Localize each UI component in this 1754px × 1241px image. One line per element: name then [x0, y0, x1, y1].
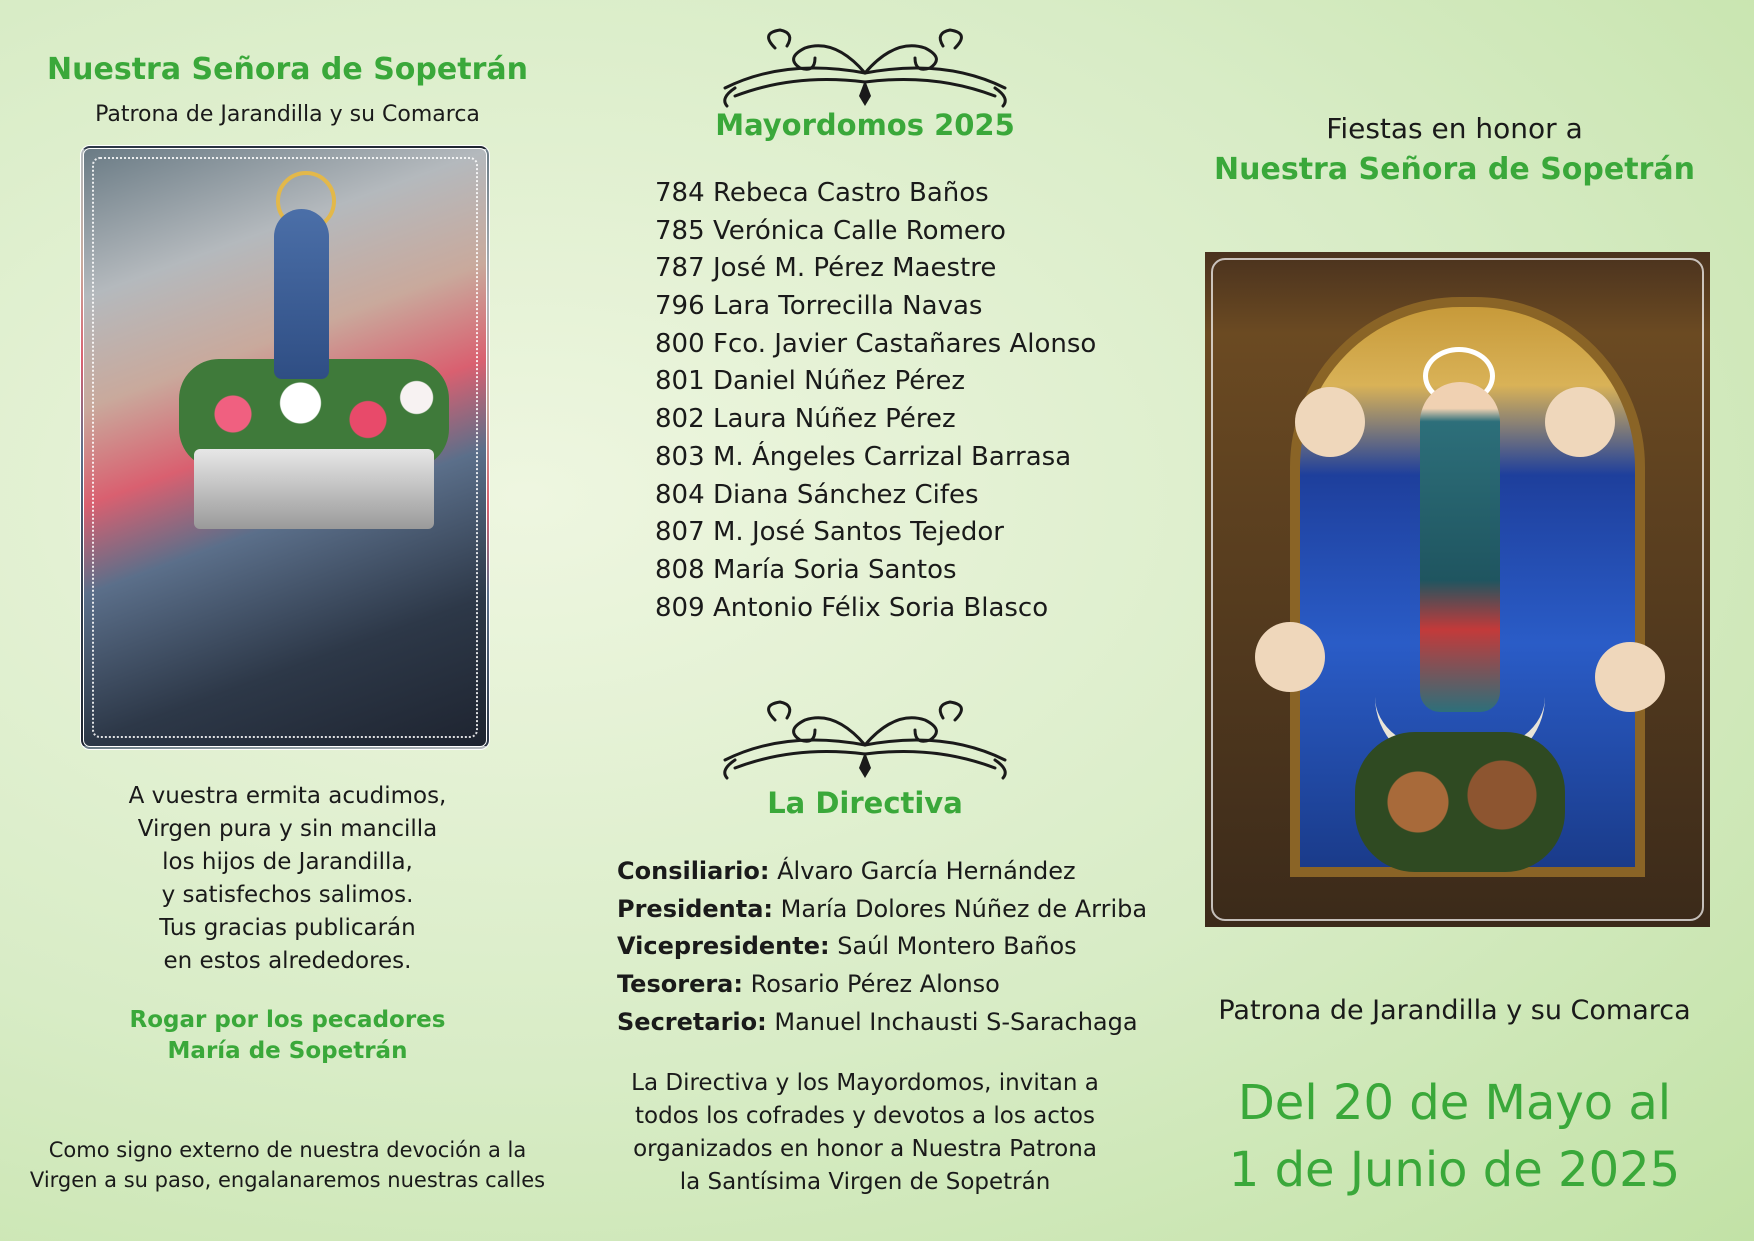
list-item	[655, 401, 1096, 439]
member-number: 785	[655, 215, 705, 246]
left-subtitle: Patrona de Jarandilla y su Comarca	[95, 102, 480, 127]
ornament-icon	[715, 690, 1015, 780]
prayer-line: María de Sopetrán	[167, 1038, 408, 1064]
role-holder: Rosario Pérez Alonso	[750, 970, 1000, 999]
note-line: Virgen a su paso, engalanaremos nuestras calles	[29, 1168, 546, 1192]
invitation-line: La Directiva y los Mayordomos, invitan a	[631, 1070, 1099, 1096]
directiva-title: La Directiva	[767, 786, 963, 820]
poem-line: los hijos de Jarandilla,	[162, 849, 413, 875]
member-name: Daniel Núñez Pérez	[713, 366, 965, 397]
role-holder: Saúl Montero Baños	[837, 932, 1077, 961]
member-number: 800	[655, 328, 705, 359]
member-name: Verónica Calle Romero	[713, 215, 1006, 246]
list-item	[655, 213, 1096, 251]
member-number: 784	[655, 178, 705, 208]
role-label: Tesorera:	[617, 970, 743, 999]
role-label: Consiliario:	[617, 857, 770, 885]
procession-photo	[80, 145, 490, 750]
poem-line: Tus gracias publicarán	[159, 915, 416, 941]
decoration-note	[0, 1135, 575, 1195]
list-item	[655, 363, 1096, 401]
member-name: Diana Sánchez Cifes	[713, 479, 979, 510]
role-label: Vicepresidente:	[617, 932, 830, 961]
right-panel	[1155, 0, 1754, 1241]
role-label: Presidenta:	[617, 894, 774, 923]
list-item	[655, 514, 1096, 552]
mayordomos-list	[655, 175, 1096, 627]
member-name: Rebeca Castro Baños	[713, 178, 989, 208]
photo-frame-border	[92, 157, 478, 738]
date-line: Del 20 de Mayo al	[1237, 1075, 1672, 1131]
mayordomos-title: Mayordomos 2025	[715, 108, 1015, 142]
member-number: 804	[655, 479, 705, 510]
member-name: M. José Santos Tejedor	[713, 517, 1004, 548]
list-item	[617, 853, 1147, 891]
poem-line: Virgen pura y sin mancilla	[137, 816, 438, 842]
note-line: Como signo externo de nuestra devoción a la	[48, 1138, 527, 1162]
member-number: 796	[655, 291, 705, 322]
ornament-icon	[715, 18, 1015, 108]
poem-line: A vuestra ermita acudimos,	[128, 783, 447, 809]
member-number: 807	[655, 517, 705, 548]
fiestas-heading: Fiestas en honor a	[1326, 112, 1583, 145]
event-dates	[1155, 1070, 1754, 1204]
list-item	[617, 966, 1147, 1004]
list-item	[655, 175, 1096, 213]
middle-panel	[575, 0, 1155, 1241]
member-number: 802	[655, 404, 705, 435]
prayer-line: Rogar por los pecadores	[129, 1007, 446, 1033]
list-item	[655, 477, 1096, 515]
member-number: 809	[655, 592, 705, 623]
list-item	[655, 288, 1096, 326]
prayer	[0, 1005, 575, 1067]
list-item	[617, 1004, 1147, 1042]
directiva-list	[617, 853, 1147, 1041]
member-number: 787	[655, 253, 705, 284]
poem	[0, 780, 575, 978]
list-item	[655, 590, 1096, 628]
list-item	[655, 552, 1096, 590]
invitation-line: organizados en honor a Nuestra Patrona	[633, 1136, 1097, 1162]
list-item	[617, 891, 1147, 929]
altar-photo	[1205, 252, 1710, 927]
role-holder: María Dolores Núñez de Arriba	[780, 894, 1148, 923]
invitation-line: todos los cofrades y devotos a los actos	[635, 1103, 1095, 1129]
list-item	[655, 439, 1096, 477]
member-number: 808	[655, 554, 705, 585]
member-number: 801	[655, 366, 705, 397]
member-name: Laura Núñez Pérez	[713, 404, 956, 435]
right-title: Nuestra Señora de Sopetrán	[1214, 152, 1695, 187]
left-panel	[0, 0, 575, 1241]
member-name: Antonio Félix Soria Blasco	[713, 592, 1049, 623]
invitation-line: la Santísima Virgen de Sopetrán	[679, 1169, 1051, 1195]
role-label: Secretario:	[617, 1007, 767, 1036]
date-line: 1 de Junio de 2025	[1228, 1142, 1681, 1198]
patrona-subtitle: Patrona de Jarandilla y su Comarca	[1218, 995, 1691, 1026]
member-name: Fco. Javier Castañares Alonso	[713, 328, 1097, 359]
poem-line: y satisfechos salimos.	[161, 882, 414, 908]
member-name: María Soria Santos	[713, 554, 957, 585]
member-name: M. Ángeles Carrizal Barrasa	[713, 441, 1072, 472]
photo-frame-border	[1211, 258, 1704, 921]
invitation	[575, 1067, 1155, 1199]
role-holder: Álvaro García Hernández	[777, 857, 1076, 885]
poem-line: en estos alrededores.	[163, 948, 412, 974]
list-item	[617, 928, 1147, 966]
left-title: Nuestra Señora de Sopetrán	[47, 52, 528, 87]
member-name: José M. Pérez Maestre	[713, 253, 997, 284]
member-number: 803	[655, 441, 705, 472]
list-item	[655, 250, 1096, 288]
list-item	[655, 326, 1096, 364]
member-name: Lara Torrecilla Navas	[713, 291, 983, 322]
role-holder: Manuel Inchausti S-Sarachaga	[774, 1007, 1138, 1036]
